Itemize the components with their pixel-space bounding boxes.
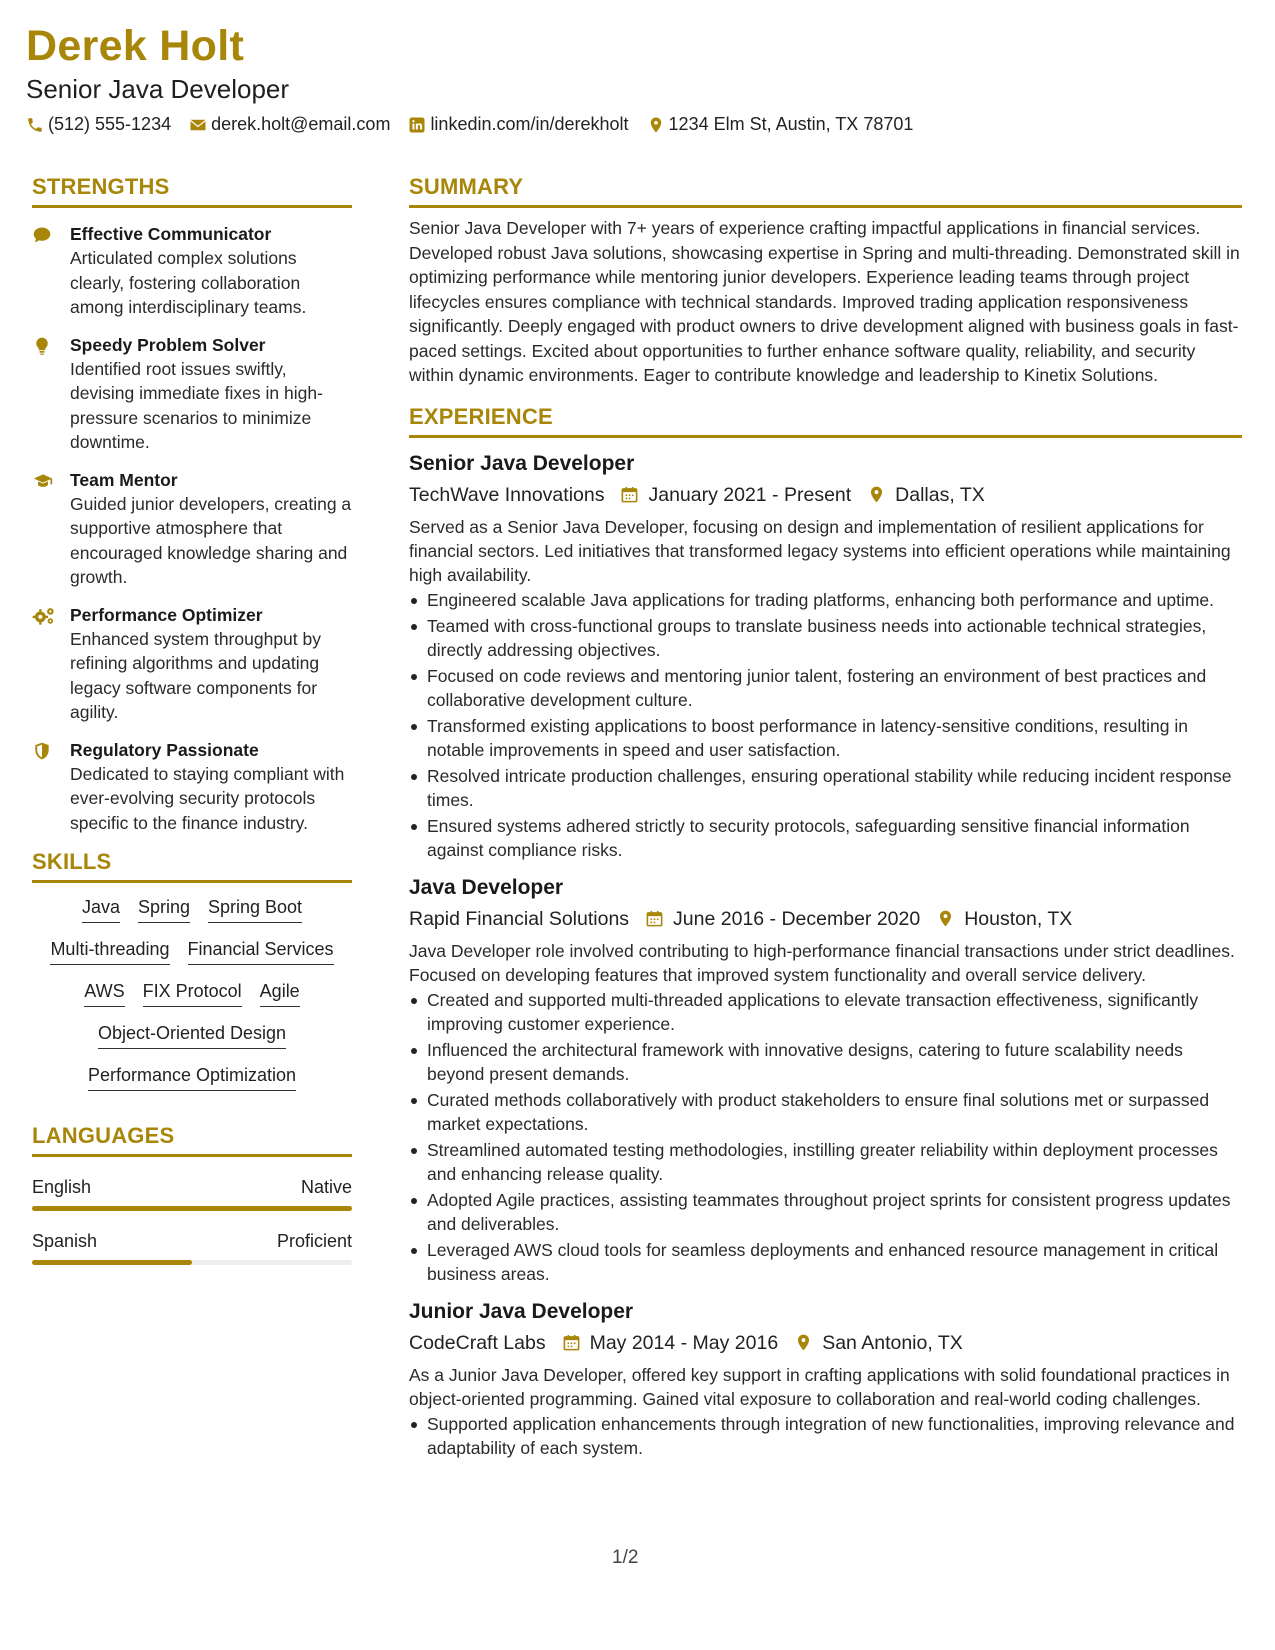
map-pin-icon (936, 909, 955, 928)
summary-text: Senior Java Developer with 7+ years of experience crafting impactful applications in financial services. Developed robust Java solutions, showcasing expertise in Spring and multi-threading. Demonstrated skill in optimizing performance while mentoring junior developers. Experience leading teams through project lifecycles ensures compliance with technical standards. Improved trading application responsiveness significantly. Deeply engaged with product owners to drive development aligned with business goals in fast-paced settings. Excited about opportunities to further enhance software quality, reliability, and security within dynamic environments. Eager to contribute knowledge and leadership to Kinetix Solutions. (409, 218, 1240, 385)
strength-item (32, 333, 352, 455)
contact-bar (26, 114, 931, 135)
bullet-item: Supported application enhancements through integration of new functionalities, improving relevance and adaptability of each system. (409, 1412, 1242, 1460)
bullet-item: Leveraged AWS cloud tools for seamless deployments and enhanced resource management in critical business areas. (409, 1238, 1242, 1286)
phone-icon (26, 116, 44, 134)
map-pin-icon (647, 116, 665, 134)
skill-tag: Object-Oriented Design (98, 1021, 286, 1049)
strength-desc: Articulated complex solutions clearly, fostering collaboration among interdisciplinary teams. (70, 248, 307, 317)
email-text: derek.holt@email.com (211, 114, 391, 134)
skills-list (32, 895, 352, 1091)
language-bar-fill (32, 1260, 192, 1265)
linkedin-text: linkedin.com/in/derekholt (430, 114, 629, 134)
address-text: 1234 Elm St, Austin, TX 78701 (668, 114, 914, 134)
strength-desc: Guided junior developers, creating a supportive atmosphere that encouraged knowledge sharing and growth. (70, 493, 352, 587)
job-bullets (409, 1412, 1242, 1460)
contact-phone[interactable] (26, 114, 171, 135)
languages-section (32, 1123, 352, 1265)
job-entry (409, 1298, 1242, 1460)
experience-section (409, 404, 1242, 1460)
job-location: San Antonio, TX (822, 1331, 963, 1354)
strength-item (32, 468, 352, 590)
job-dates: January 2021 - Present (648, 483, 852, 506)
skills-heading: SKILLS (32, 849, 352, 883)
strength-title: Effective Communicator (70, 224, 272, 244)
skill-tag: Multi-threading (50, 937, 169, 965)
skill-tag: Agile (260, 979, 300, 1007)
strength-desc: Enhanced system throughput by refining algorithms and updating legacy software components for agility. (70, 628, 321, 722)
skill-tag: Performance Optimization (88, 1063, 296, 1091)
left-column (32, 174, 352, 1265)
job-dates: June 2016 - December 2020 (673, 907, 921, 930)
job-dates: May 2014 - May 2016 (589, 1331, 779, 1354)
language-level: Native (300, 1177, 352, 1197)
bullet-item: Adopted Agile practices, assisting teammates throughout project sprints for consistent progress updates and deliverables. (409, 1188, 1242, 1236)
shield-icon (32, 741, 52, 761)
strength-item (32, 603, 352, 725)
strength-title: Team Mentor (70, 469, 178, 490)
job-bullets (409, 988, 1242, 1286)
candidate-name: Derek Holt (26, 22, 245, 70)
language-bar (32, 1206, 352, 1211)
bullet-item: Engineered scalable Java applications for trading platforms, enhancing both performance and uptime. (409, 588, 1242, 612)
bullet-item: Transformed existing applications to boost performance in latency-sensitive conditions, resulting in notable improvements in speed and user satisfaction. (409, 714, 1242, 762)
language-item (32, 1177, 352, 1211)
contact-address (647, 114, 914, 135)
summary-heading: SUMMARY (409, 174, 1242, 208)
job-title: Junior Java Developer (409, 1299, 634, 1323)
job-company: CodeCraft Labs (409, 1331, 546, 1354)
calendar-icon (645, 909, 664, 928)
page-number: 1/2 (612, 1547, 639, 1568)
strength-title: Performance Optimizer (70, 604, 263, 625)
job-meta (409, 905, 1242, 933)
skill-tag: AWS (84, 979, 124, 1007)
language-bar-fill (32, 1206, 352, 1211)
languages-heading: LANGUAGES (32, 1123, 352, 1157)
contact-email[interactable] (189, 114, 390, 135)
gears-icon (32, 606, 56, 626)
skill-tag: Spring (138, 895, 190, 923)
job-description: Served as a Senior Java Developer, focusing on design and implementation of resilient applications for financial sectors. Led initiatives that transformed legacy systems into efficient operations while maintaining high availability. (409, 516, 1231, 585)
job-company: TechWave Innovations (409, 483, 605, 506)
envelope-icon (189, 116, 207, 134)
strength-desc: Identified root issues swiftly, devising immediate fixes in high-pressure scenarios to minimize downtime. (70, 358, 323, 452)
strength-item (32, 738, 352, 836)
job-title: Java Developer (409, 875, 564, 899)
job-title: Senior Java Developer (409, 451, 635, 475)
strength-item (32, 222, 352, 320)
job-entry (409, 874, 1242, 1286)
bullet-item: Resolved intricate production challenges, ensuring operational stability while reducing incident response times. (409, 764, 1242, 812)
phone-text: (512) 555-1234 (48, 114, 172, 134)
graduation-cap-icon (32, 471, 54, 491)
skill-tag: Java (82, 895, 120, 923)
strength-title: Regulatory Passionate (70, 739, 259, 760)
speech-bubble-icon (32, 225, 52, 245)
language-name: Spanish (32, 1231, 98, 1251)
skill-tag: Financial Services (188, 937, 334, 965)
calendar-icon (562, 1333, 581, 1352)
job-description: As a Junior Java Developer, offered key support in crafting applications with solid foundational practices in object-oriented programming. Gained vital exposure to collaboration and real-world coding challenges. (409, 1364, 1230, 1409)
language-level: Proficient (276, 1231, 352, 1251)
calendar-icon (620, 485, 639, 504)
job-bullets (409, 588, 1242, 862)
lightbulb-icon (32, 336, 52, 356)
language-item (32, 1231, 352, 1265)
map-pin-icon (867, 485, 886, 504)
strength-desc: Dedicated to staying compliant with ever-evolving security protocols specific to the finance industry. (70, 763, 345, 833)
language-name: English (32, 1177, 92, 1197)
strengths-heading: STRENGTHS (32, 174, 352, 208)
bullet-item: Teamed with cross-functional groups to translate business needs into actionable technical strategies, directly addressing objectives. (409, 614, 1242, 662)
job-meta (409, 481, 1242, 509)
bullet-item: Created and supported multi-threaded applications to elevate transaction effectiveness, significantly improving customer experience. (409, 988, 1242, 1036)
job-company: Rapid Financial Solutions (409, 907, 630, 930)
linkedin-icon (408, 116, 426, 134)
bullet-item: Ensured systems adhered strictly to security protocols, safeguarding sensitive financial information against compliance risks. (409, 814, 1242, 862)
contact-linkedin[interactable] (408, 114, 628, 135)
bullet-item: Streamlined automated testing methodologies, instilling greater reliability within deployment processes and enhancing release quality. (409, 1138, 1242, 1186)
bullet-item: Influenced the architectural framework with innovative designs, catering to future scalability needs beyond present demands. (409, 1038, 1242, 1086)
job-entry (409, 450, 1242, 862)
candidate-role: Senior Java Developer (26, 74, 290, 104)
right-column (409, 174, 1242, 1462)
language-bar (32, 1260, 352, 1265)
job-location: Houston, TX (964, 907, 1073, 930)
strength-title: Speedy Problem Solver (70, 334, 266, 355)
skills-section (32, 849, 352, 1091)
bullet-item: Curated methods collaboratively with product stakeholders to ensure final solutions met or surpassed market expectations. (409, 1088, 1242, 1136)
skill-tag: FIX Protocol (143, 979, 242, 1007)
job-description: Java Developer role involved contributing to high-performance financial transactions under strict deadlines. Focused on developing features that improved system functionality and overall service delivery. (409, 940, 1235, 985)
map-pin-icon (794, 1333, 813, 1352)
skill-tag: Spring Boot (208, 895, 302, 923)
job-location: Dallas, TX (895, 483, 985, 506)
job-meta (409, 1329, 1242, 1357)
bullet-item: Focused on code reviews and mentoring junior talent, fostering an environment of best practices and collaborative development culture. (409, 664, 1242, 712)
experience-heading: EXPERIENCE (409, 404, 1242, 438)
strengths-list (32, 222, 352, 835)
